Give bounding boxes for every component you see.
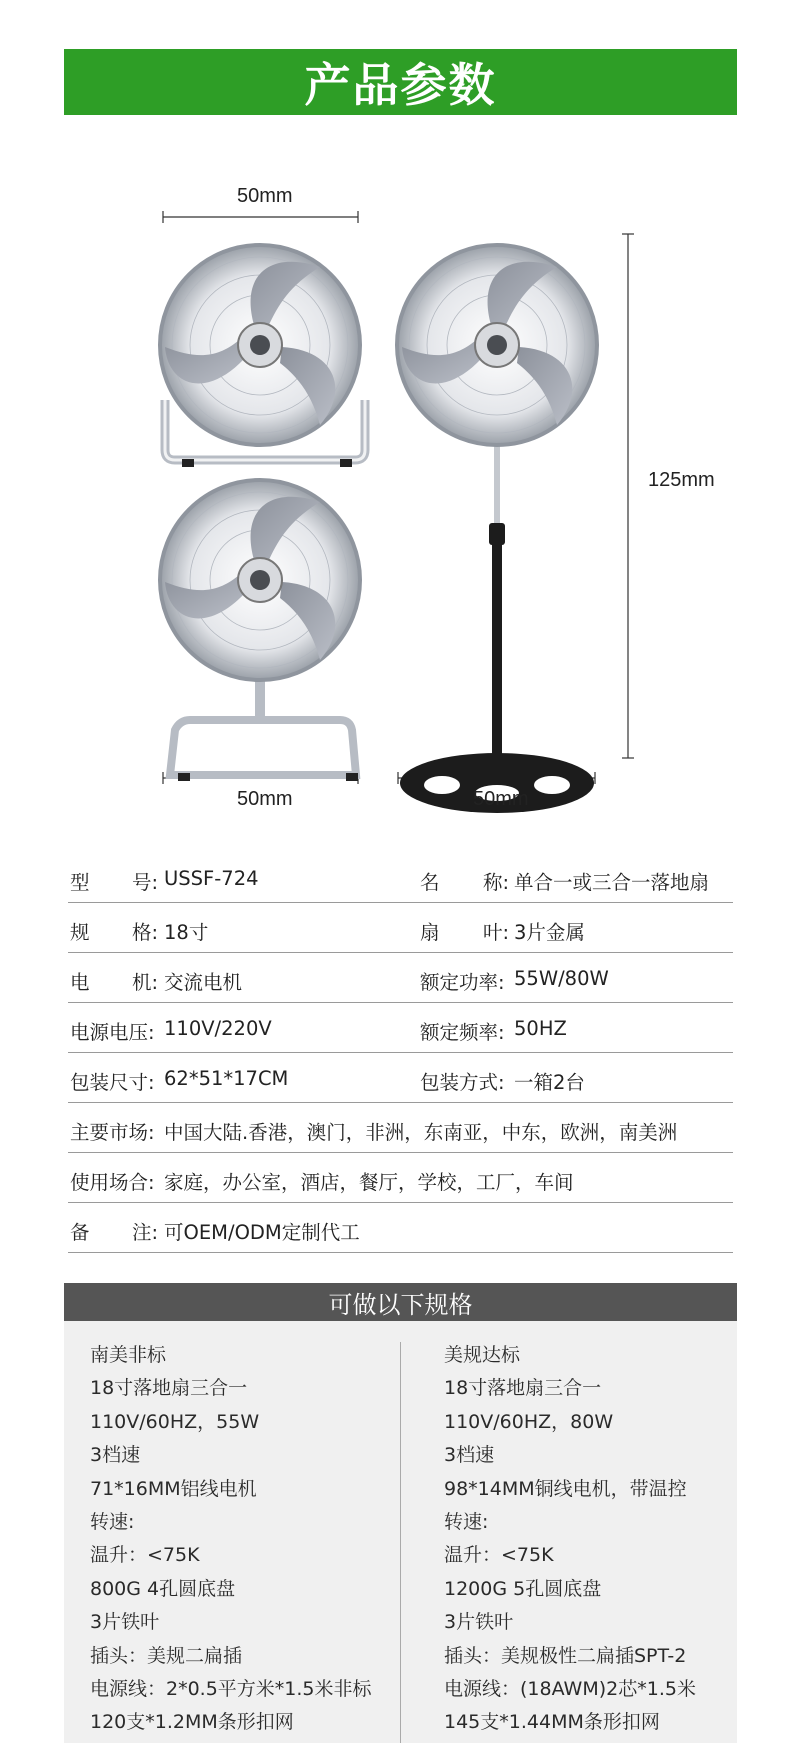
fan-desk-top bbox=[160, 245, 365, 467]
spec-line: 3片铁叶 bbox=[444, 1611, 514, 1634]
spec-line: 800G 4孔圆底盘 bbox=[90, 1577, 236, 1600]
param-label-suffix: 称: bbox=[483, 871, 510, 894]
param-label: 备 bbox=[70, 1221, 90, 1244]
spec-line: 转速: bbox=[90, 1511, 135, 1534]
dimension-width-bottom-left: 50mm bbox=[237, 788, 293, 810]
params-row-full bbox=[68, 1103, 733, 1153]
param-value: 110V/220V bbox=[164, 1017, 272, 1040]
param-value: 55W/80W bbox=[514, 967, 609, 990]
param-label: 使用场合: bbox=[70, 1171, 155, 1194]
spec-line: 温升：<75K bbox=[90, 1544, 200, 1567]
param-value: 可OEM/ODM定制代工 bbox=[164, 1221, 360, 1244]
param-label: 扇 bbox=[420, 921, 440, 944]
params-row-full bbox=[68, 1153, 733, 1203]
param-value: 50HZ bbox=[514, 1017, 567, 1040]
dimension-height: 125mm bbox=[648, 469, 715, 491]
spec-line: 插头：美规极性二扁插SPT-2 bbox=[444, 1644, 687, 1667]
spec-line: 美规达标 bbox=[444, 1344, 521, 1366]
param-label-suffix: 格: bbox=[132, 921, 159, 944]
spec-column-south-america bbox=[90, 1339, 372, 1740]
param-label-suffix: 号: bbox=[132, 871, 159, 894]
product-params-banner bbox=[64, 49, 737, 115]
fan-desk-bottom bbox=[160, 480, 360, 781]
param-label: 名 bbox=[420, 871, 440, 894]
spec-line: 插头：美规二扁插 bbox=[90, 1644, 243, 1667]
param-label: 型 bbox=[70, 871, 90, 894]
params-row bbox=[68, 903, 733, 953]
param-value: 交流电机 bbox=[164, 971, 243, 994]
params-row bbox=[68, 853, 733, 903]
spec-line: 18寸落地扇三合一 bbox=[90, 1377, 248, 1400]
spec-line: 110V/60HZ，80W bbox=[444, 1410, 614, 1433]
param-value: 62*51*17CM bbox=[164, 1067, 289, 1090]
spec-line: 71*16MM铝线电机 bbox=[90, 1477, 257, 1500]
spec-line: 98*14MM铜线电机，带温控 bbox=[444, 1477, 687, 1500]
param-label: 额定频率: bbox=[420, 1021, 505, 1044]
param-value: 中国大陆.香港，澳门，非洲，东南亚，中东，欧洲，南美洲 bbox=[164, 1121, 678, 1144]
param-label: 包装尺寸: bbox=[70, 1071, 155, 1094]
spec-line: 电源线：(18AWM)2芯*1.5米 bbox=[444, 1678, 696, 1701]
params-table bbox=[68, 853, 733, 1253]
param-value: 3片金属 bbox=[514, 921, 585, 944]
param-label-suffix: 叶: bbox=[483, 921, 510, 944]
param-value: 单合一或三合一落地扇 bbox=[514, 871, 710, 894]
dimension-width-bottom-right: 50mm bbox=[473, 788, 529, 810]
spec-section-header bbox=[64, 1283, 737, 1321]
param-value: 18寸 bbox=[164, 921, 209, 944]
spec-line: 南美非标 bbox=[90, 1344, 167, 1366]
spec-line: 110V/60HZ，55W bbox=[90, 1410, 260, 1433]
params-row bbox=[68, 1053, 733, 1103]
param-value: USSF-724 bbox=[164, 867, 259, 890]
fan-stand bbox=[397, 245, 597, 813]
dimension-width-top: 50mm bbox=[237, 185, 293, 207]
page-title: 产品参数 bbox=[304, 58, 497, 112]
spec-line: 3片铁叶 bbox=[90, 1611, 160, 1634]
params-row bbox=[68, 1003, 733, 1053]
spec-line: 电源线：2*0.5平方米*1.5米非标 bbox=[90, 1678, 372, 1701]
param-label: 包装方式: bbox=[420, 1071, 505, 1094]
spec-column-divider bbox=[400, 1342, 401, 1743]
param-label-suffix: 注: bbox=[132, 1221, 159, 1244]
params-row-full bbox=[68, 1203, 733, 1253]
spec-column-us bbox=[444, 1339, 696, 1740]
param-label: 电 bbox=[70, 971, 90, 994]
spec-section-title: 可做以下规格 bbox=[328, 1290, 473, 1319]
spec-line: 145支*1.44MM条形扣网 bbox=[444, 1711, 660, 1734]
spec-line: 3档速 bbox=[90, 1444, 141, 1467]
param-value: 一箱2台 bbox=[514, 1071, 585, 1094]
params-row bbox=[68, 953, 733, 1003]
param-label: 电源电压: bbox=[70, 1021, 155, 1044]
product-figure bbox=[0, 150, 800, 830]
param-value: 家庭，办公室，酒店，餐厅，学校，工厂，车间 bbox=[164, 1171, 574, 1194]
spec-line: 120支*1.2MM条形扣网 bbox=[90, 1711, 294, 1734]
spec-line: 18寸落地扇三合一 bbox=[444, 1377, 602, 1400]
param-label: 额定功率: bbox=[420, 971, 505, 994]
spec-line: 温升：<75K bbox=[444, 1544, 554, 1567]
spec-line: 1200G 5孔圆底盘 bbox=[444, 1577, 602, 1600]
param-label: 规 bbox=[70, 921, 90, 944]
param-label: 主要市场: bbox=[70, 1121, 155, 1144]
spec-line: 3档速 bbox=[444, 1444, 495, 1467]
param-label-suffix: 机: bbox=[132, 971, 159, 994]
spec-line: 转速: bbox=[444, 1511, 489, 1534]
